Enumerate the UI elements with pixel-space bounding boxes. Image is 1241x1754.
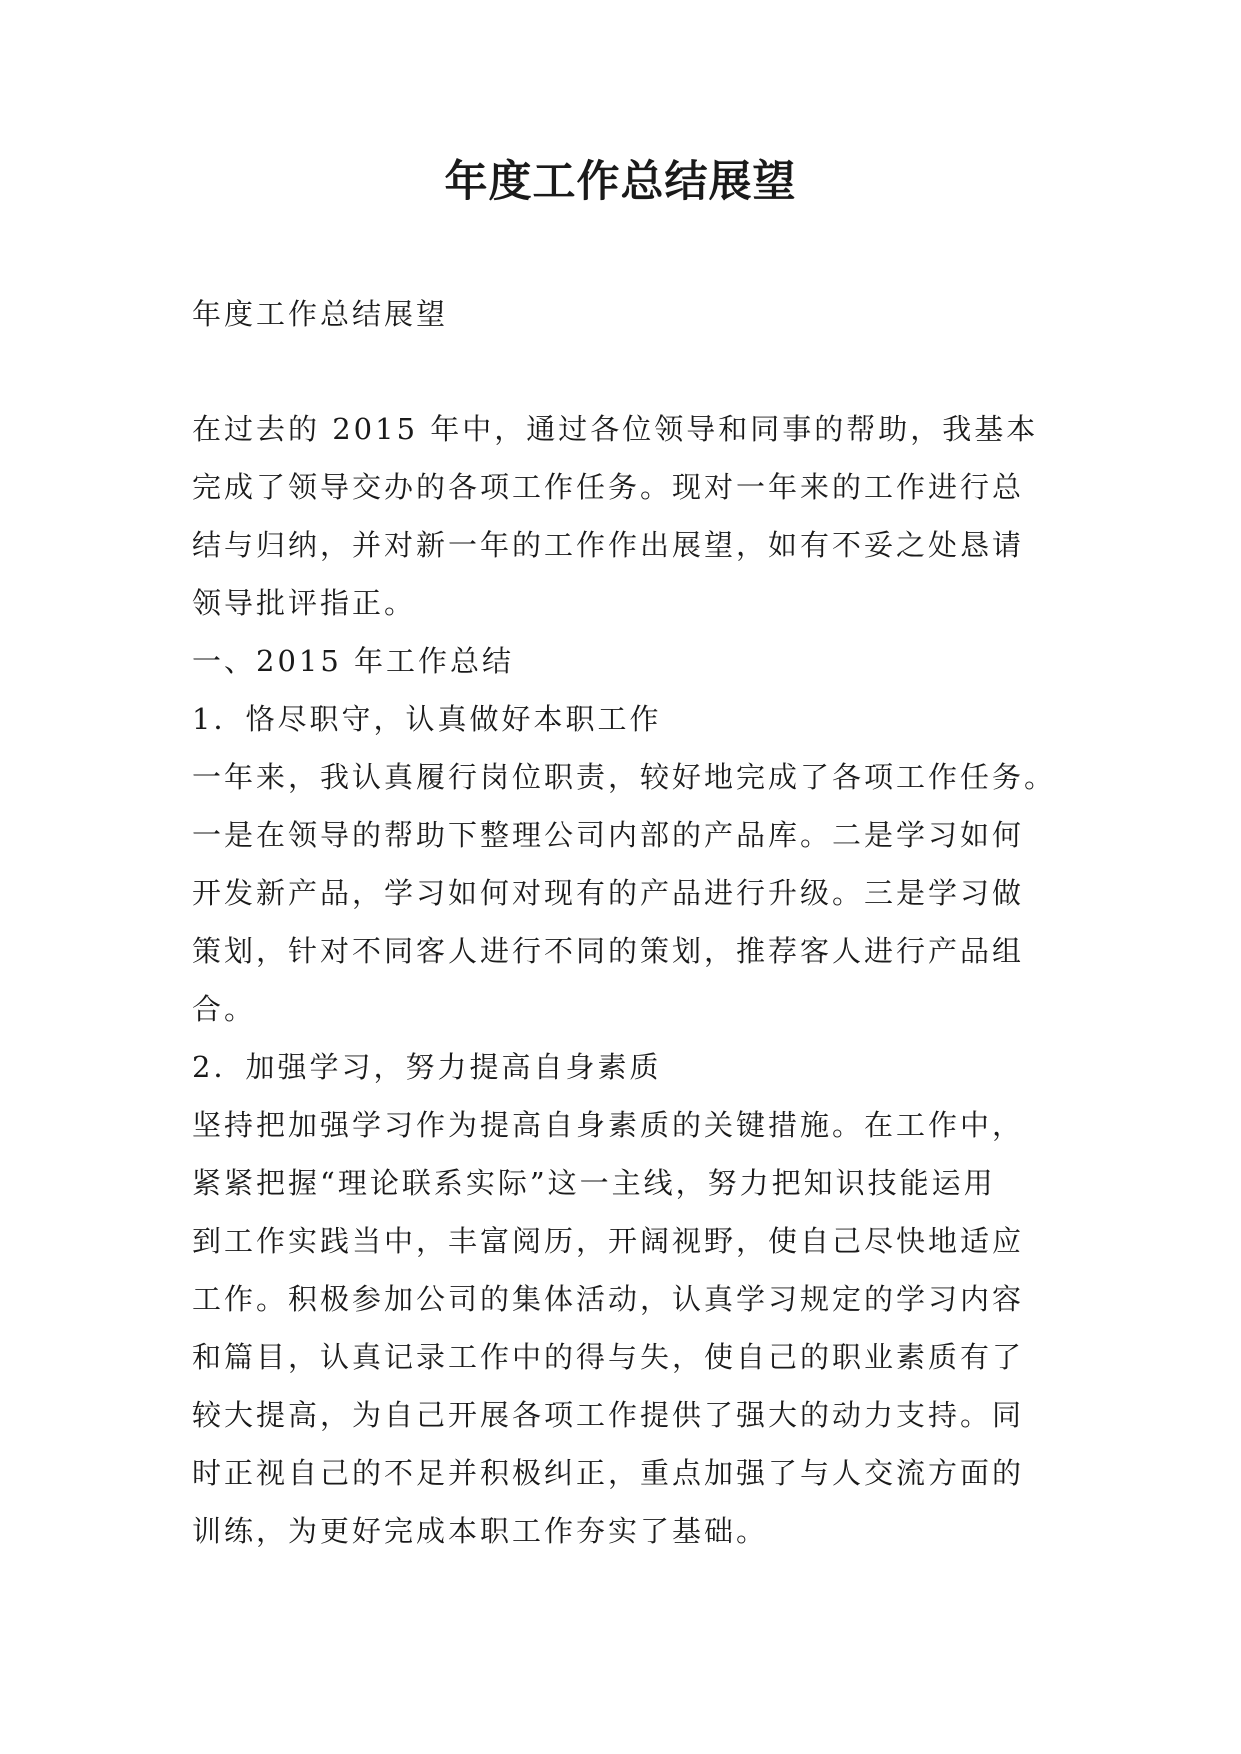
subsection-heading: 1．恪尽职守，认真做好本职工作 [192, 702, 662, 736]
body-line: 时正视自己的不足并积极纠正，重点加强了与人交流方面的 [192, 1456, 1025, 1490]
body-line: 训练，为更好完成本职工作夯实了基础。 [192, 1514, 769, 1548]
body-line: 一年来，我认真履行岗位职责，较好地完成了各项工作任务。 [192, 760, 1057, 794]
body-line: 完成了领导交办的各项工作任务。现对一年来的工作进行总 [192, 470, 1025, 504]
body-line: 开发新产品，学习如何对现有的产品进行升级。三是学习做 [192, 876, 1025, 910]
body-line: 和篇目，认真记录工作中的得与失，使自己的职业素质有了 [192, 1340, 1025, 1374]
body-line: 一是在领导的帮助下整理公司内部的产品库。二是学习如何 [192, 818, 1025, 852]
body-line: 结与归纳，并对新一年的工作作出展望，如有不妥之处恳请 [192, 528, 1025, 562]
body-line: 较大提高，为自己开展各项工作提供了强大的动力支持。同 [192, 1398, 1025, 1432]
body-line: 合。 [192, 992, 257, 1026]
body-line: 坚持把加强学习作为提高自身素质的关键措施。在工作中， [192, 1108, 1025, 1142]
body-line: 紧紧把握“理论联系实际”这一主线，努力把知识技能运用 [192, 1166, 996, 1200]
subsection-heading: 2．加强学习，努力提高自身素质 [192, 1050, 662, 1084]
section-heading: 一、2015 年工作总结 [192, 644, 515, 678]
body-line: 到工作实践当中，丰富阅历，开阔视野，使自己尽快地适应 [192, 1224, 1025, 1258]
body-line: 策划，针对不同客人进行不同的策划，推荐客人进行产品组 [192, 934, 1025, 968]
body-line: 在过去的 2015 年中，通过各位领导和同事的帮助，我基本 [192, 412, 1039, 446]
body-line: 领导批评指正。 [192, 586, 417, 620]
body-line: 工作。积极参加公司的集体活动，认真学习规定的学习内容 [192, 1282, 1025, 1316]
document-title: 年度工作总结展望 [444, 157, 797, 207]
document-body [192, 400, 1072, 1560]
document-subtitle: 年度工作总结展望 [192, 297, 449, 331]
